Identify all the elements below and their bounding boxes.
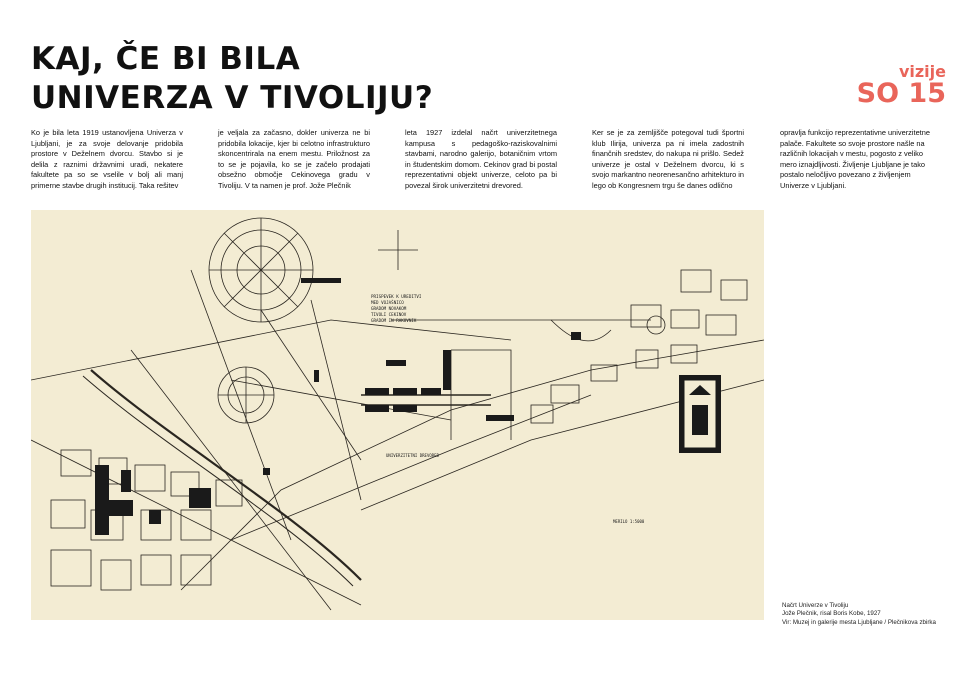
legend-line-4: TIVOLI CEKINOV — [371, 312, 407, 317]
caption-title: Načrt Univerze v Tivoliju — [782, 602, 849, 609]
legend-line-1: PRISPEVEK K UREDITVI — [371, 294, 422, 299]
plan-legend — [371, 294, 422, 323]
legend-line-5: GRADOM IN RAKOVNIK — [371, 318, 417, 323]
text-column-5: opravlja funkcijo reprezentativne univerzitetne palače. Fakultete so svoje prostore našle na različnih lokacijah v mestu, pogosto z veliko mero iznajdljivosti. Življenje Ljubljane je tako postalo neločljivo povezano z življenjem Univerze v Ljubljani. — [780, 128, 930, 190]
page-title — [31, 40, 433, 118]
brand-small: vizije — [898, 62, 946, 81]
title-line-2: UNIVERZA V TIVOLIJU? — [31, 80, 434, 116]
circular-plaza-north — [209, 218, 313, 322]
north-arrow-icon — [378, 230, 418, 270]
city-blocks-west — [51, 450, 242, 590]
title-line-1: KAJ, ČE BI BILA — [31, 41, 301, 77]
text-column-2: je veljala za začasno, dokler univerza ne bi pridobila lokacije, kjer bi celotno infrastrukturo skoncentrirala na enem mestu. Priložnost za to se je pojavila, ko se je začelo prodajati obsežno območje Cekinovega gradu v Tivoliju. V ta namen je prof. Jože Plečnik — [218, 128, 370, 190]
label-scale: MERILO 1:5000 — [613, 519, 645, 524]
ljubljana-coat-of-arms-icon — [684, 380, 716, 448]
label-university-avenue: UNIVERZITETNI DREVORED — [386, 453, 439, 458]
text-column-4: Ker se je za zemljišče potegoval tudi športni klub Ilirija, univerza pa ni imela zadostnih finančnih sredstev, do nakupa ni prišlo. Sedež univerze je ostal v Deželnem dvorcu, ki s svojo markantno neorenesančno arhitekturo in lego ob Kongresnem trgu še danes odlično — [592, 128, 745, 190]
legend-line-3: GRADOM NOVAKOM — [371, 306, 407, 311]
caption-author: Jože Plečnik, risal Boris Kobe, 1927 — [782, 610, 881, 618]
caption-source: Vir: Muzej in galerije mesta Ljubljane / Plečnikova zbirka — [782, 618, 936, 626]
image-caption — [782, 602, 936, 627]
series-brand — [857, 63, 946, 108]
legend-line-2: MED VOJAŠNICO — [371, 300, 404, 305]
university-buildings — [95, 278, 721, 535]
brand-big: SO 15 — [856, 78, 946, 109]
plan-drawing — [31, 210, 764, 620]
university-plan-map — [31, 210, 764, 620]
text-column-3: leta 1927 izdelal načrt univerzitetnega kampusa s pedagoško-raziskovalnimi stavbami, narodno galerijo, botaničnim vrtom in študentskim domom. Cekinov grad bi postal reprezentativni objekt univerze, celoto pa bi povezal širok univerzitetni drevored. — [405, 128, 557, 190]
circular-plaza-south — [218, 367, 274, 423]
text-column-1: Ko je bila leta 1919 ustanovljena Univerza v Ljubljani, je za svoje delovanje pridobila prostore v Deželnem dvorcu. Stavbo si je delila z raznimi državnimi uradi, nekatere fakultete pa so se vselile v bolj ali manj primerne stavbe drugih institucij. Taka rešitev — [31, 128, 183, 190]
